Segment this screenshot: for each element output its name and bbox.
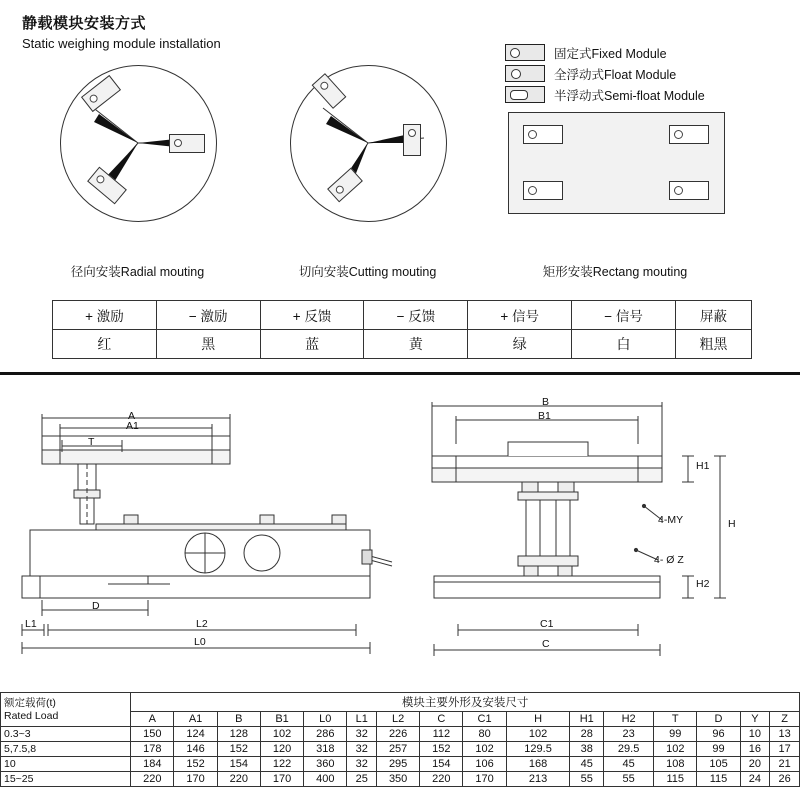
table-cell: 55	[570, 772, 604, 787]
table-cell: − 信号	[572, 301, 676, 330]
wire-color-table	[52, 300, 752, 359]
dimension-label-L1: L1	[25, 618, 37, 630]
table-cell: 108	[654, 757, 697, 772]
table-cell: 105	[697, 757, 740, 772]
legend-item-fixed	[505, 42, 705, 63]
diagram-radial	[60, 65, 217, 222]
diagram-caption: 径向安装Radial mouting	[70, 265, 205, 279]
table-cell: 286	[304, 727, 347, 742]
table-cell: 170	[463, 772, 506, 787]
table-cell: − 激励	[156, 301, 260, 330]
table-col-header: Y	[740, 712, 770, 727]
table-col-header: Z	[770, 712, 800, 727]
table-cell: 29.5	[604, 742, 654, 757]
table-col-header: H1	[570, 712, 604, 727]
page-title-en: Static weighing module installation	[22, 36, 221, 51]
dimension-label-B1: B1	[538, 410, 551, 422]
table-cell: 102	[654, 742, 697, 757]
diagram-rectangular	[508, 112, 725, 214]
diagram-caption: 切向安装Cutting mouting	[298, 265, 437, 279]
table-row	[1, 772, 800, 787]
table-cell: 24	[740, 772, 770, 787]
table-cell: 150	[131, 727, 174, 742]
table-cell: 400	[304, 772, 347, 787]
table-cell: 黑	[156, 330, 260, 359]
table-row-group-header	[1, 693, 800, 712]
table-cell: 32	[347, 757, 377, 772]
semifloat-module-swatch-icon	[505, 86, 545, 103]
drawing-front-elevation	[400, 378, 800, 688]
table-col-header: A	[131, 712, 174, 727]
table-cell: 屏蔽	[675, 301, 751, 330]
table-col-header: C1	[463, 712, 506, 727]
table-cell: 350	[377, 772, 420, 787]
table-cell: 115	[654, 772, 697, 787]
table-cell: 152	[174, 757, 217, 772]
table-cell: 220	[217, 772, 260, 787]
table-row	[1, 757, 800, 772]
table-cell: 红	[53, 330, 157, 359]
table-cell: 80	[463, 727, 506, 742]
table-cell: 96	[697, 727, 740, 742]
table-cell: 20	[740, 757, 770, 772]
dimension-label-B: B	[542, 396, 550, 408]
table-cell: 102	[260, 727, 303, 742]
table-row-colors	[53, 330, 752, 359]
table-cell: 102	[463, 742, 506, 757]
legend-label: 全浮动式Float Module	[554, 67, 677, 82]
table-cell: 45	[570, 757, 604, 772]
table-cell: 21	[770, 757, 800, 772]
float-module-swatch-icon	[505, 65, 545, 82]
table-col-header: A1	[174, 712, 217, 727]
table-cell: 146	[174, 742, 217, 757]
rated-load-header-en: Rated Load	[4, 709, 59, 722]
table-col-header: B	[217, 712, 260, 727]
front-elevation-svg	[400, 378, 800, 688]
section-divider	[0, 372, 800, 375]
table-col-header: L0	[304, 712, 347, 727]
table-cell: 178	[131, 742, 174, 757]
module-pad	[169, 134, 205, 153]
table-cell: 168	[506, 757, 570, 772]
table-cell-load: 15~25	[1, 772, 131, 787]
table-cell: + 反馈	[260, 301, 364, 330]
table-cell: 99	[654, 727, 697, 742]
table-cell: 17	[770, 742, 800, 757]
table-cell: 124	[174, 727, 217, 742]
table-cell-load: 10	[1, 757, 131, 772]
table-cell: 220	[131, 772, 174, 787]
table-cell: 白	[572, 330, 676, 359]
table-row-functions	[53, 301, 752, 330]
table-cell: 152	[420, 742, 463, 757]
tank-outline	[290, 65, 447, 222]
table-col-header: T	[654, 712, 697, 727]
table-cell: 25	[347, 772, 377, 787]
table-cell: 295	[377, 757, 420, 772]
table-cell: 106	[463, 757, 506, 772]
table-col-header: D	[697, 712, 740, 727]
table-cell: 23	[604, 727, 654, 742]
table-cell: 粗黑	[675, 330, 751, 359]
table-cell: 213	[506, 772, 570, 787]
table-cell: 115	[697, 772, 740, 787]
dimension-label-C1: C1	[540, 618, 554, 630]
dimension-label-H: H	[728, 518, 736, 530]
table-col-header: L1	[347, 712, 377, 727]
callout-label-4my: 4-MY	[658, 514, 684, 526]
table-cell: 蓝	[260, 330, 364, 359]
table-cell: 154	[420, 757, 463, 772]
legend	[505, 42, 705, 105]
table-cell: 13	[770, 727, 800, 742]
table-col-header: H	[506, 712, 570, 727]
dimension-label-T: T	[88, 436, 95, 448]
legend-item-float	[505, 63, 705, 84]
module-pad	[523, 125, 563, 144]
module-pad	[669, 125, 709, 144]
table-cell-load: 0.3~3	[1, 727, 131, 742]
table-cell-rated-load-header	[1, 693, 131, 727]
table-cell: 257	[377, 742, 420, 757]
table-cell: 绿	[468, 330, 572, 359]
legend-label: 半浮动式Semi-float Module	[554, 88, 705, 103]
dimension-label-A1: A1	[126, 420, 139, 432]
table-cell: 122	[260, 757, 303, 772]
table-row	[1, 727, 800, 742]
table-cell: 28	[570, 727, 604, 742]
table-cell: 220	[420, 772, 463, 787]
callout-label-4z: 4- Ø Z	[654, 554, 684, 566]
spoke-lines-icon	[291, 66, 446, 221]
diagram-caption: 矩形安装Rectang mouting	[542, 265, 688, 279]
table-cell: 170	[174, 772, 217, 787]
table-cell: 16	[740, 742, 770, 757]
table-cell: 32	[347, 727, 377, 742]
table-cell: 黄	[364, 330, 468, 359]
module-pad	[523, 181, 563, 200]
table-cell: + 信号	[468, 301, 572, 330]
table-cell: 38	[570, 742, 604, 757]
table-cell: 10	[740, 727, 770, 742]
table-cell: 128	[217, 727, 260, 742]
dimension-label-H1: H1	[696, 460, 710, 472]
table-cell: + 激励	[53, 301, 157, 330]
table-col-header: L2	[377, 712, 420, 727]
table-cell: − 反馈	[364, 301, 468, 330]
legend-item-semifloat	[505, 84, 705, 105]
table-cell: 154	[217, 757, 260, 772]
table-cell-load: 5,7.5,8	[1, 742, 131, 757]
table-cell: 129.5	[506, 742, 570, 757]
dimension-label-L2: L2	[196, 618, 208, 630]
table-cell: 318	[304, 742, 347, 757]
table-col-header: H2	[604, 712, 654, 727]
table-cell: 112	[420, 727, 463, 742]
dimension-label-C: C	[542, 638, 550, 650]
table-cell: 226	[377, 727, 420, 742]
dimension-label-D: D	[92, 600, 100, 612]
table-cell: 184	[131, 757, 174, 772]
table-cell: 32	[347, 742, 377, 757]
dimension-label-A: A	[128, 410, 136, 422]
dimension-label-L0: L0	[194, 636, 206, 648]
table-cell-group-header: 模块主要外形及安装尺寸	[131, 693, 800, 712]
table-cell: 55	[604, 772, 654, 787]
fixed-module-swatch-icon	[505, 44, 545, 61]
diagram-cutting	[290, 65, 447, 222]
dimension-label-H2: H2	[696, 578, 710, 590]
drawing-side-elevation	[0, 378, 400, 688]
rated-load-header-cn: 额定载荷(t)	[4, 697, 56, 710]
module-pad	[669, 181, 709, 200]
table-cell: 170	[260, 772, 303, 787]
table-cell: 152	[217, 742, 260, 757]
table-cell: 120	[260, 742, 303, 757]
tank-outline	[60, 65, 217, 222]
table-cell: 102	[506, 727, 570, 742]
table-cell: 360	[304, 757, 347, 772]
spec-table	[0, 692, 800, 787]
table-col-header: B1	[260, 712, 303, 727]
legend-label: 固定式Fixed Module	[554, 46, 667, 61]
table-col-header: C	[420, 712, 463, 727]
module-pad	[403, 124, 421, 156]
table-cell: 26	[770, 772, 800, 787]
page-title-cn: 静载模块安装方式	[22, 15, 147, 32]
table-row	[1, 742, 800, 757]
table-cell: 45	[604, 757, 654, 772]
table-cell: 99	[697, 742, 740, 757]
